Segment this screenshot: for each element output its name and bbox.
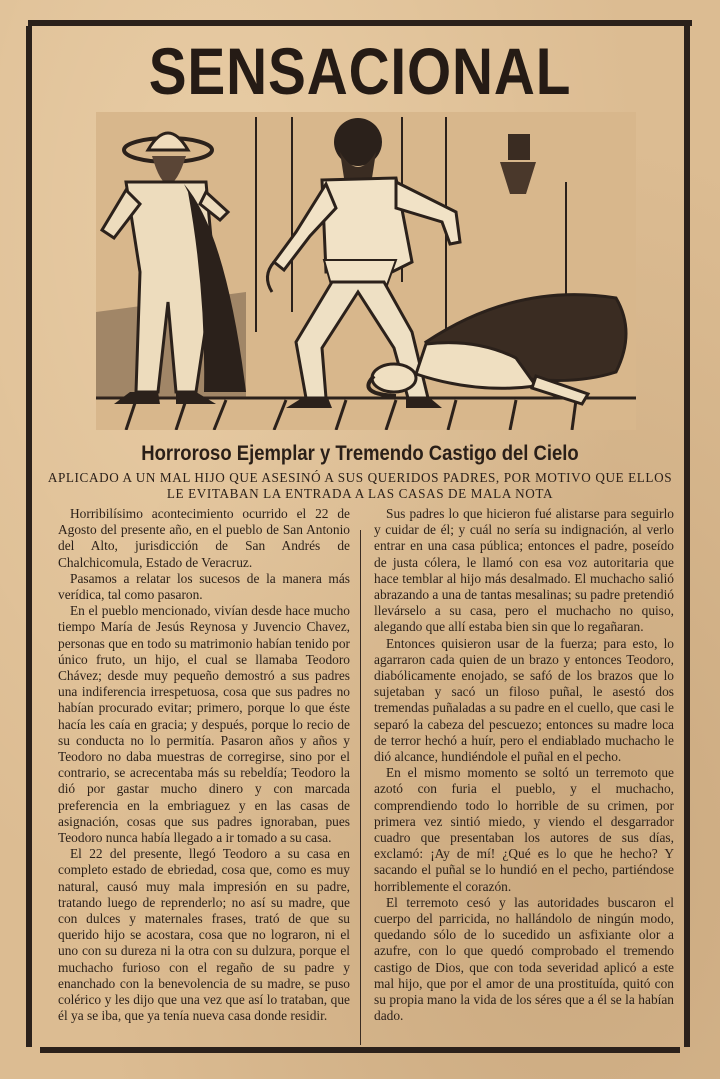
headline: SENSACIONAL	[148, 34, 572, 108]
paragraph: Horribilísimo acontecimiento ocurrido el 22 de Agosto del presente año, en el pueblo de San Antonio del Alto, jurisdicción de San Andrés de Chalchicomula, Estado de Veracruz.	[58, 506, 350, 570]
border-top	[28, 20, 692, 26]
paragraph: En el mismo momento se soltó un terremoto que azotó con furia el pueblo, y el muchacho, comprendiendo todo lo horrible de su crimen, por primera vez sintió miedo, y viendo el desgarrador cuadro que presentaban los autores de sus días, exclamó: ¡Ay de mí! ¿Qué es lo que he hecho? Y sacando el puñal se lo hundió en el pecho, partiéndose horriblemente el corazón.	[374, 765, 674, 894]
border-bottom	[40, 1047, 680, 1053]
border-left	[26, 26, 32, 1047]
border-right	[684, 26, 690, 1047]
column-divider	[360, 530, 361, 1045]
left-column	[58, 506, 350, 1046]
paragraph: Sus padres lo que hicieron fué alistarse para seguirlo y cuidar de él; y cuál no sería su indignación, al verlo entrar en una casa pública; entonces el padre, poseído de justa cólera, le llamó con esa voz autoritaria que hace temblar al hijo más desalmado. El muchacho salió abrazando a una de tantas mesalinas; su padre pretendió llevárselo a su casa, pero el muchacho no quiso, alegando que allí estaba bien sin que lo regañaran.	[374, 506, 674, 635]
paragraph: En el pueblo mencionado, vivían desde hace mucho tiempo María de Jesús Reynosa y Juvencio Chavez, personas que en todo su matrimonio habían tenido por único fruto, un hijo, el cual se llamaba Teodoro Chávez; desde muy pequeño demostró a sus padres una indiferencia irrespetuosa, cosa que sus padres no habían procurado evitar; primero, porque lo que éste hacía les caía en gracia; y después, porque lo recio de su conducta no lo permitía. Pasaron años y años y Teodoro no daba muestras de corregirse, sino por el contrario, se acrecentaba más su rebeldía; Teodoro la dió por gastar mucho dinero y con marcada preferencia en la embriaguez y en las casas de asignación, cosas que sus padres ignoraban, pues Teodoro nunca había llegado a ir tomado a su casa.	[58, 603, 350, 846]
paragraph: Entonces quisieron usar de la fuerza; para esto, lo agarraron cada quien de un brazo y entonces Teodoro, diabólicamente enojado, se safó de los brazos que lo sujetaban y sacó un filoso puñal, le asestó dos tremendas puñaladas a su padre en el cuello, que casi le separó la cabeza del pescuezo; entonces su madre loca de terror hechó a huír, pero el endiablado muchacho le dió alcance, hundiéndole el puñal en el pecho.	[374, 635, 674, 765]
right-column	[374, 506, 674, 1046]
engraving-illustration	[96, 112, 636, 430]
subtitle: Horroroso Ejemplar y Tremendo Castigo del Cielo	[141, 442, 579, 465]
paragraph: El 22 del presente, llegó Teodoro a su casa en completo estado de ebriedad, cosa que, como es muy natural, causó muy mala impresión en su padre, tratando luego de reprenderlo; no así su madre, que con dulces y maternales frases, trató de que su querido hijo se acostara, cosa que no lograron, ni el uno con su dureza ni la otra con su dulzura, porque el muchacho furioso con el regaño de su padre y enanchado con la benevolencia de su madre, se puso colérico y les dijo que una vez que así lo trataban, que él ya se iba, que ya tenía nueva casa donde residir.	[58, 846, 350, 1024]
paragraph: Pasamos a relatar los sucesos de la manera más verídica, tal como pasaron.	[58, 570, 350, 603]
subhead: APLICADO A UN MAL HIJO QUE ASESINÓ A SUS QUERIDOS PADRES, POR MOTIVO QUE ELLOS LE EVITABAN LA ENTRADA A LAS CASAS DE MALA NOTA	[47, 470, 673, 501]
paragraph: El terremoto cesó y las autoridades buscaron el cuerpo del parricida, no hallándolo de ningún modo, quedando sólo de lo sucedido un asfixiante olor a azufre, con lo que quedó comprobado el tremendo castigo de Dios, que con toda severidad aplicó a este mal hijo, que por el amor de una prostituída, quitó con su propia mano la vida de los séres que a él se la habían dado.	[374, 894, 674, 1024]
